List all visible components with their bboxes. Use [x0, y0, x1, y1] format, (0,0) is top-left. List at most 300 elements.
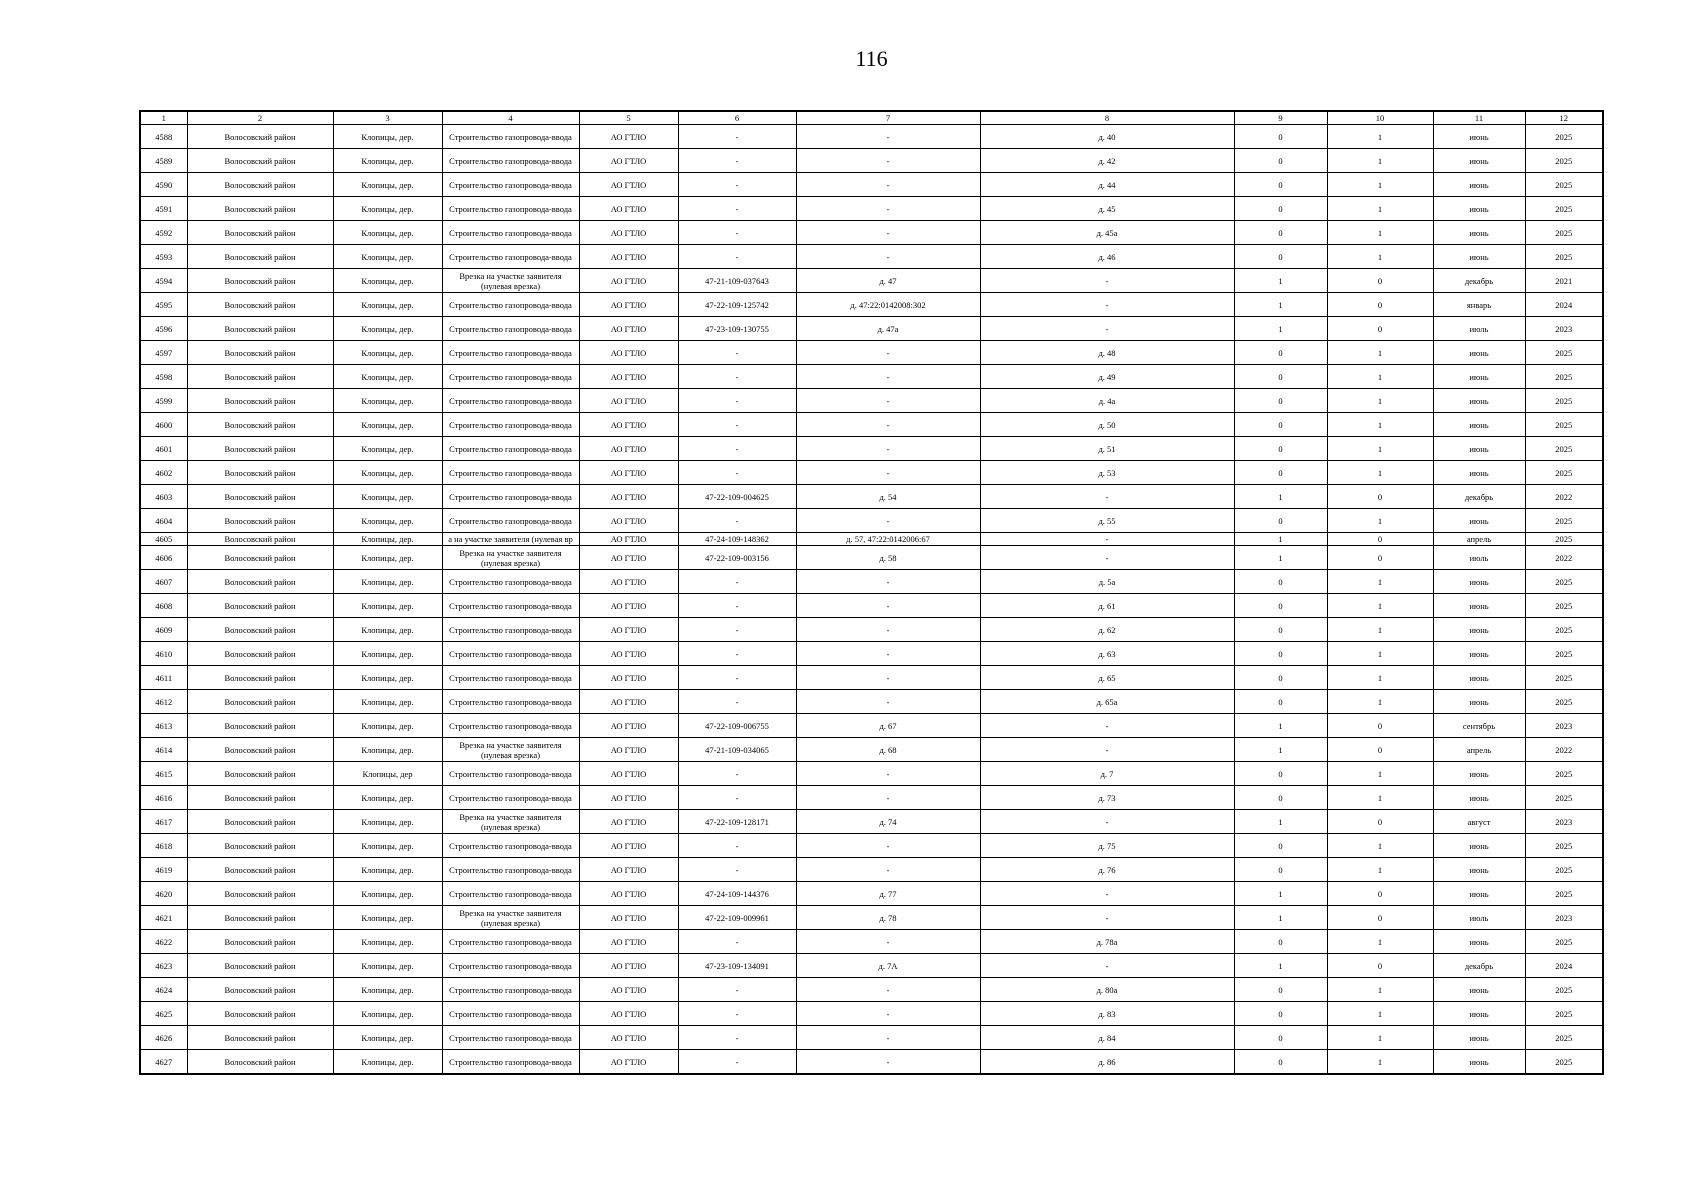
planned-count-cell: 1	[1327, 173, 1433, 197]
month-cell: июль	[1433, 317, 1525, 341]
table-row	[140, 485, 1603, 509]
work-type-cell: Строительство газопровода-ввода	[442, 954, 579, 978]
year-cell: 2022	[1525, 485, 1603, 509]
month-cell: июнь	[1433, 437, 1525, 461]
application-number-cell: 47-22-109-128171	[678, 810, 796, 834]
object-address-cell: д. 7А	[796, 954, 980, 978]
planned-count-cell: 1	[1327, 413, 1433, 437]
planned-count-cell: 1	[1327, 221, 1433, 245]
table-row	[140, 858, 1603, 882]
month-cell: июль	[1433, 546, 1525, 570]
year-cell: 2025	[1525, 173, 1603, 197]
year-cell: 2025	[1525, 666, 1603, 690]
settlement-cell: Клопицы, дер.	[333, 882, 442, 906]
work-type-cell: Строительство газопровода-ввода	[442, 485, 579, 509]
object-address-cell: -	[796, 570, 980, 594]
object-address-cell: -	[796, 642, 980, 666]
table-row	[140, 738, 1603, 762]
month-cell: июнь	[1433, 762, 1525, 786]
year-cell: 2025	[1525, 642, 1603, 666]
planned-address-cell: д. 53	[980, 461, 1234, 485]
work-type-cell: Строительство газопровода-ввода	[442, 666, 579, 690]
count-cell: 0	[1234, 509, 1327, 533]
row-number-cell: 4588	[140, 125, 187, 149]
row-number-cell: 4596	[140, 317, 187, 341]
object-address-cell: д. 67	[796, 714, 980, 738]
object-address-cell: -	[796, 221, 980, 245]
count-cell: 1	[1234, 485, 1327, 509]
object-address-cell: -	[796, 173, 980, 197]
planned-count-cell: 0	[1327, 485, 1433, 509]
month-cell: июнь	[1433, 834, 1525, 858]
planned-count-cell: 1	[1327, 690, 1433, 714]
planned-address-cell: д. 51	[980, 437, 1234, 461]
organization-cell: АО ГТЛО	[579, 389, 678, 413]
object-address-cell: д. 68	[796, 738, 980, 762]
work-type-cell: Строительство газопровода-ввода	[442, 197, 579, 221]
count-cell: 1	[1234, 293, 1327, 317]
settlement-cell: Клопицы, дер.	[333, 437, 442, 461]
month-cell: август	[1433, 810, 1525, 834]
district-cell: Волосовский район	[187, 954, 333, 978]
year-cell: 2025	[1525, 930, 1603, 954]
application-number-cell: -	[678, 858, 796, 882]
planned-count-cell: 0	[1327, 269, 1433, 293]
month-cell: июнь	[1433, 413, 1525, 437]
settlement-cell: Клопицы, дер.	[333, 666, 442, 690]
count-cell: 0	[1234, 786, 1327, 810]
row-number-cell: 4612	[140, 690, 187, 714]
district-cell: Волосовский район	[187, 509, 333, 533]
year-cell: 2025	[1525, 1026, 1603, 1050]
district-cell: Волосовский район	[187, 245, 333, 269]
table-row	[140, 810, 1603, 834]
year-cell: 2025	[1525, 858, 1603, 882]
object-address-cell: -	[796, 461, 980, 485]
month-cell: декабрь	[1433, 485, 1525, 509]
row-number-cell: 4605	[140, 533, 187, 546]
row-number-cell: 4610	[140, 642, 187, 666]
row-number-cell: 4613	[140, 714, 187, 738]
month-cell: июнь	[1433, 978, 1525, 1002]
count-cell: 0	[1234, 365, 1327, 389]
work-type-cell: Строительство газопровода-ввода	[442, 1002, 579, 1026]
row-number-cell: 4626	[140, 1026, 187, 1050]
object-address-cell: -	[796, 197, 980, 221]
planned-address-cell: д. 48	[980, 341, 1234, 365]
district-cell: Волосовский район	[187, 834, 333, 858]
count-cell: 0	[1234, 690, 1327, 714]
work-type-cell: Строительство газопровода-ввода	[442, 978, 579, 1002]
work-type-cell: Врезка на участке заявителя (нулевая врезка)	[442, 810, 579, 834]
planned-count-cell: 1	[1327, 1026, 1433, 1050]
district-cell: Волосовский район	[187, 149, 333, 173]
row-number-cell: 4618	[140, 834, 187, 858]
organization-cell: АО ГТЛО	[579, 197, 678, 221]
table-row	[140, 882, 1603, 906]
planned-address-cell: -	[980, 714, 1234, 738]
organization-cell: АО ГТЛО	[579, 149, 678, 173]
year-cell: 2025	[1525, 533, 1603, 546]
row-number-cell: 4624	[140, 978, 187, 1002]
year-cell: 2025	[1525, 245, 1603, 269]
organization-cell: АО ГТЛО	[579, 437, 678, 461]
work-type-cell: Строительство газопровода-ввода	[442, 786, 579, 810]
column-number-header: 8	[980, 111, 1234, 125]
count-cell: 0	[1234, 930, 1327, 954]
work-type-cell: Врезка на участке заявителя (нулевая врезка)	[442, 269, 579, 293]
settlement-cell: Клопицы, дер.	[333, 570, 442, 594]
district-cell: Волосовский район	[187, 978, 333, 1002]
row-number-cell: 4598	[140, 365, 187, 389]
application-number-cell: 47-22-109-004625	[678, 485, 796, 509]
application-number-cell: 47-22-109-003156	[678, 546, 796, 570]
organization-cell: АО ГТЛО	[579, 978, 678, 1002]
district-cell: Волосовский район	[187, 1002, 333, 1026]
application-number-cell: -	[678, 197, 796, 221]
settlement-cell: Клопицы, дер.	[333, 221, 442, 245]
year-cell: 2025	[1525, 594, 1603, 618]
planned-count-cell: 0	[1327, 533, 1433, 546]
settlement-cell: Клопицы, дер.	[333, 810, 442, 834]
count-cell: 1	[1234, 882, 1327, 906]
organization-cell: АО ГТЛО	[579, 714, 678, 738]
work-type-cell: Строительство газопровода-ввода	[442, 690, 579, 714]
work-type-cell: Строительство газопровода-ввода	[442, 317, 579, 341]
count-cell: 0	[1234, 437, 1327, 461]
settlement-cell: Клопицы, дер.	[333, 954, 442, 978]
work-type-cell: Строительство газопровода-ввода	[442, 509, 579, 533]
row-number-cell: 4593	[140, 245, 187, 269]
application-number-cell: -	[678, 930, 796, 954]
planned-count-cell: 0	[1327, 810, 1433, 834]
work-type-cell: Строительство газопровода-ввода	[442, 882, 579, 906]
organization-cell: АО ГТЛО	[579, 221, 678, 245]
object-address-cell: -	[796, 594, 980, 618]
work-type-cell: Строительство газопровода-ввода	[442, 437, 579, 461]
planned-address-cell: д. 76	[980, 858, 1234, 882]
organization-cell: АО ГТЛО	[579, 858, 678, 882]
object-address-cell: д. 47:22:0142008:302	[796, 293, 980, 317]
planned-address-cell: д. 80а	[980, 978, 1234, 1002]
district-cell: Волосовский район	[187, 173, 333, 197]
year-cell: 2025	[1525, 762, 1603, 786]
table-row	[140, 1026, 1603, 1050]
district-cell: Волосовский район	[187, 1050, 333, 1075]
month-cell: апрель	[1433, 533, 1525, 546]
work-type-cell: Строительство газопровода-ввода	[442, 714, 579, 738]
row-number-cell: 4601	[140, 437, 187, 461]
object-address-cell: -	[796, 509, 980, 533]
application-number-cell: -	[678, 221, 796, 245]
settlement-cell: Клопицы, дер.	[333, 149, 442, 173]
row-number-cell: 4599	[140, 389, 187, 413]
work-type-cell: Строительство газопровода-ввода	[442, 341, 579, 365]
settlement-cell: Клопицы, дер.	[333, 125, 442, 149]
year-cell: 2025	[1525, 221, 1603, 245]
month-cell: июнь	[1433, 461, 1525, 485]
year-cell: 2025	[1525, 413, 1603, 437]
planned-count-cell: 1	[1327, 594, 1433, 618]
column-number-header: 6	[678, 111, 796, 125]
organization-cell: АО ГТЛО	[579, 834, 678, 858]
month-cell: июнь	[1433, 594, 1525, 618]
organization-cell: АО ГТЛО	[579, 293, 678, 317]
object-address-cell: д. 57, 47:22:0142006:67	[796, 533, 980, 546]
planned-address-cell: -	[980, 906, 1234, 930]
planned-address-cell: д. 65	[980, 666, 1234, 690]
count-cell: 1	[1234, 714, 1327, 738]
settlement-cell: Клопицы, дер.	[333, 365, 442, 389]
application-number-cell: -	[678, 509, 796, 533]
planned-address-cell: -	[980, 738, 1234, 762]
count-cell: 0	[1234, 762, 1327, 786]
count-cell: 0	[1234, 666, 1327, 690]
work-type-cell: Строительство газопровода-ввода	[442, 221, 579, 245]
planned-address-cell: д. 78а	[980, 930, 1234, 954]
count-cell: 0	[1234, 1002, 1327, 1026]
settlement-cell: Клопицы, дер.	[333, 834, 442, 858]
work-type-cell: Строительство газопровода-ввода	[442, 293, 579, 317]
district-cell: Волосовский район	[187, 125, 333, 149]
planned-count-cell: 0	[1327, 317, 1433, 341]
object-address-cell: -	[796, 1026, 980, 1050]
planned-count-cell: 0	[1327, 906, 1433, 930]
row-number-cell: 4603	[140, 485, 187, 509]
planned-address-cell: -	[980, 954, 1234, 978]
planned-address-cell: д. 7	[980, 762, 1234, 786]
register-table	[139, 110, 1604, 1075]
organization-cell: АО ГТЛО	[579, 642, 678, 666]
row-number-cell: 4597	[140, 341, 187, 365]
count-cell: 0	[1234, 245, 1327, 269]
organization-cell: АО ГТЛО	[579, 125, 678, 149]
year-cell: 2025	[1525, 149, 1603, 173]
month-cell: июнь	[1433, 245, 1525, 269]
application-number-cell: -	[678, 461, 796, 485]
row-number-cell: 4623	[140, 954, 187, 978]
application-number-cell: 47-22-109-125742	[678, 293, 796, 317]
district-cell: Волосовский район	[187, 810, 333, 834]
object-address-cell: -	[796, 437, 980, 461]
organization-cell: АО ГТЛО	[579, 666, 678, 690]
month-cell: июнь	[1433, 642, 1525, 666]
application-number-cell: -	[678, 437, 796, 461]
object-address-cell: д. 54	[796, 485, 980, 509]
month-cell: июнь	[1433, 618, 1525, 642]
month-cell: декабрь	[1433, 954, 1525, 978]
application-number-cell: 47-24-109-148362	[678, 533, 796, 546]
planned-count-cell: 1	[1327, 786, 1433, 810]
row-number-cell: 4616	[140, 786, 187, 810]
planned-address-cell: -	[980, 810, 1234, 834]
count-cell: 0	[1234, 594, 1327, 618]
table-row	[140, 618, 1603, 642]
table-row	[140, 954, 1603, 978]
count-cell: 0	[1234, 978, 1327, 1002]
work-type-cell: Строительство газопровода-ввода	[442, 389, 579, 413]
count-cell: 1	[1234, 954, 1327, 978]
object-address-cell: -	[796, 834, 980, 858]
count-cell: 1	[1234, 738, 1327, 762]
settlement-cell: Клопицы, дер.	[333, 341, 442, 365]
column-number-header: 10	[1327, 111, 1433, 125]
organization-cell: АО ГТЛО	[579, 786, 678, 810]
year-cell: 2023	[1525, 714, 1603, 738]
application-number-cell: 47-22-109-009961	[678, 906, 796, 930]
planned-count-cell: 1	[1327, 978, 1433, 1002]
settlement-cell: Клопицы, дер.	[333, 714, 442, 738]
work-type-cell: Строительство газопровода-ввода	[442, 570, 579, 594]
table-row	[140, 413, 1603, 437]
object-address-cell: д. 58	[796, 546, 980, 570]
district-cell: Волосовский район	[187, 317, 333, 341]
column-number-row	[140, 111, 1603, 125]
district-cell: Волосовский район	[187, 690, 333, 714]
year-cell: 2024	[1525, 293, 1603, 317]
settlement-cell: Клопицы, дер.	[333, 618, 442, 642]
work-type-cell: Строительство газопровода-ввода	[442, 762, 579, 786]
district-cell: Волосовский район	[187, 570, 333, 594]
application-number-cell: 47-22-109-006755	[678, 714, 796, 738]
district-cell: Волосовский район	[187, 666, 333, 690]
row-number-cell: 4621	[140, 906, 187, 930]
month-cell: июнь	[1433, 173, 1525, 197]
planned-address-cell: д. 42	[980, 149, 1234, 173]
organization-cell: АО ГТЛО	[579, 173, 678, 197]
settlement-cell: Клопицы, дер.	[333, 173, 442, 197]
application-number-cell: -	[678, 413, 796, 437]
district-cell: Волосовский район	[187, 882, 333, 906]
district-cell: Волосовский район	[187, 762, 333, 786]
year-cell: 2025	[1525, 1002, 1603, 1026]
settlement-cell: Клопицы, дер.	[333, 1026, 442, 1050]
row-number-cell: 4592	[140, 221, 187, 245]
table-row	[140, 714, 1603, 738]
settlement-cell: Клопицы, дер.	[333, 1002, 442, 1026]
settlement-cell: Клопицы, дер.	[333, 509, 442, 533]
district-cell: Волосовский район	[187, 1026, 333, 1050]
district-cell: Волосовский район	[187, 738, 333, 762]
object-address-cell: -	[796, 978, 980, 1002]
table-row	[140, 149, 1603, 173]
settlement-cell: Клопицы, дер.	[333, 930, 442, 954]
district-cell: Волосовский район	[187, 642, 333, 666]
planned-address-cell: -	[980, 546, 1234, 570]
count-cell: 0	[1234, 341, 1327, 365]
month-cell: июнь	[1433, 1050, 1525, 1075]
planned-address-cell: д. 55	[980, 509, 1234, 533]
table-row	[140, 221, 1603, 245]
work-type-cell: Строительство газопровода-ввода	[442, 930, 579, 954]
count-cell: 1	[1234, 269, 1327, 293]
organization-cell: АО ГТЛО	[579, 413, 678, 437]
column-number-header: 2	[187, 111, 333, 125]
object-address-cell: -	[796, 930, 980, 954]
application-number-cell: -	[678, 690, 796, 714]
table-row	[140, 461, 1603, 485]
district-cell: Волосовский район	[187, 413, 333, 437]
year-cell: 2025	[1525, 786, 1603, 810]
planned-count-cell: 1	[1327, 930, 1433, 954]
work-type-cell: Врезка на участке заявителя (нулевая врезка)	[442, 906, 579, 930]
table-row	[140, 834, 1603, 858]
year-cell: 2022	[1525, 738, 1603, 762]
month-cell: июнь	[1433, 509, 1525, 533]
year-cell: 2025	[1525, 125, 1603, 149]
object-address-cell: д. 47	[796, 269, 980, 293]
planned-address-cell: д. 83	[980, 1002, 1234, 1026]
application-number-cell: -	[678, 125, 796, 149]
row-number-cell: 4591	[140, 197, 187, 221]
count-cell: 0	[1234, 1050, 1327, 1075]
row-number-cell: 4627	[140, 1050, 187, 1075]
organization-cell: АО ГТЛО	[579, 1026, 678, 1050]
organization-cell: АО ГТЛО	[579, 618, 678, 642]
month-cell: июнь	[1433, 690, 1525, 714]
table-row	[140, 594, 1603, 618]
application-number-cell: -	[678, 1050, 796, 1075]
organization-cell: АО ГТЛО	[579, 906, 678, 930]
month-cell: июнь	[1433, 125, 1525, 149]
month-cell: декабрь	[1433, 269, 1525, 293]
object-address-cell: -	[796, 245, 980, 269]
object-address-cell: -	[796, 1002, 980, 1026]
object-address-cell: д. 74	[796, 810, 980, 834]
month-cell: июнь	[1433, 341, 1525, 365]
organization-cell: АО ГТЛО	[579, 1002, 678, 1026]
application-number-cell: 47-21-109-037643	[678, 269, 796, 293]
row-number-cell: 4595	[140, 293, 187, 317]
planned-count-cell: 1	[1327, 509, 1433, 533]
table-row	[140, 1050, 1603, 1075]
organization-cell: АО ГТЛО	[579, 738, 678, 762]
month-cell: июль	[1433, 906, 1525, 930]
month-cell: июнь	[1433, 1002, 1525, 1026]
object-address-cell: -	[796, 389, 980, 413]
district-cell: Волосовский район	[187, 546, 333, 570]
table-row	[140, 341, 1603, 365]
work-type-cell: а на участке заявителя (нулевая вр	[442, 533, 579, 546]
count-cell: 0	[1234, 125, 1327, 149]
table-row	[140, 293, 1603, 317]
organization-cell: АО ГТЛО	[579, 930, 678, 954]
column-number-header: 9	[1234, 111, 1327, 125]
planned-count-cell: 0	[1327, 714, 1433, 738]
district-cell: Волосовский район	[187, 197, 333, 221]
month-cell: июнь	[1433, 365, 1525, 389]
planned-count-cell: 1	[1327, 461, 1433, 485]
object-address-cell: -	[796, 858, 980, 882]
planned-count-cell: 0	[1327, 954, 1433, 978]
month-cell: январь	[1433, 293, 1525, 317]
row-number-cell: 4611	[140, 666, 187, 690]
month-cell: июнь	[1433, 197, 1525, 221]
year-cell: 2023	[1525, 317, 1603, 341]
table-row	[140, 437, 1603, 461]
work-type-cell: Строительство газопровода-ввода	[442, 642, 579, 666]
row-number-cell: 4602	[140, 461, 187, 485]
organization-cell: АО ГТЛО	[579, 690, 678, 714]
count-cell: 1	[1234, 810, 1327, 834]
table-row	[140, 570, 1603, 594]
settlement-cell: Клопицы, дер.	[333, 317, 442, 341]
count-cell: 0	[1234, 570, 1327, 594]
application-number-cell: -	[678, 594, 796, 618]
planned-count-cell: 1	[1327, 197, 1433, 221]
table-row	[140, 546, 1603, 570]
month-cell: июнь	[1433, 786, 1525, 810]
